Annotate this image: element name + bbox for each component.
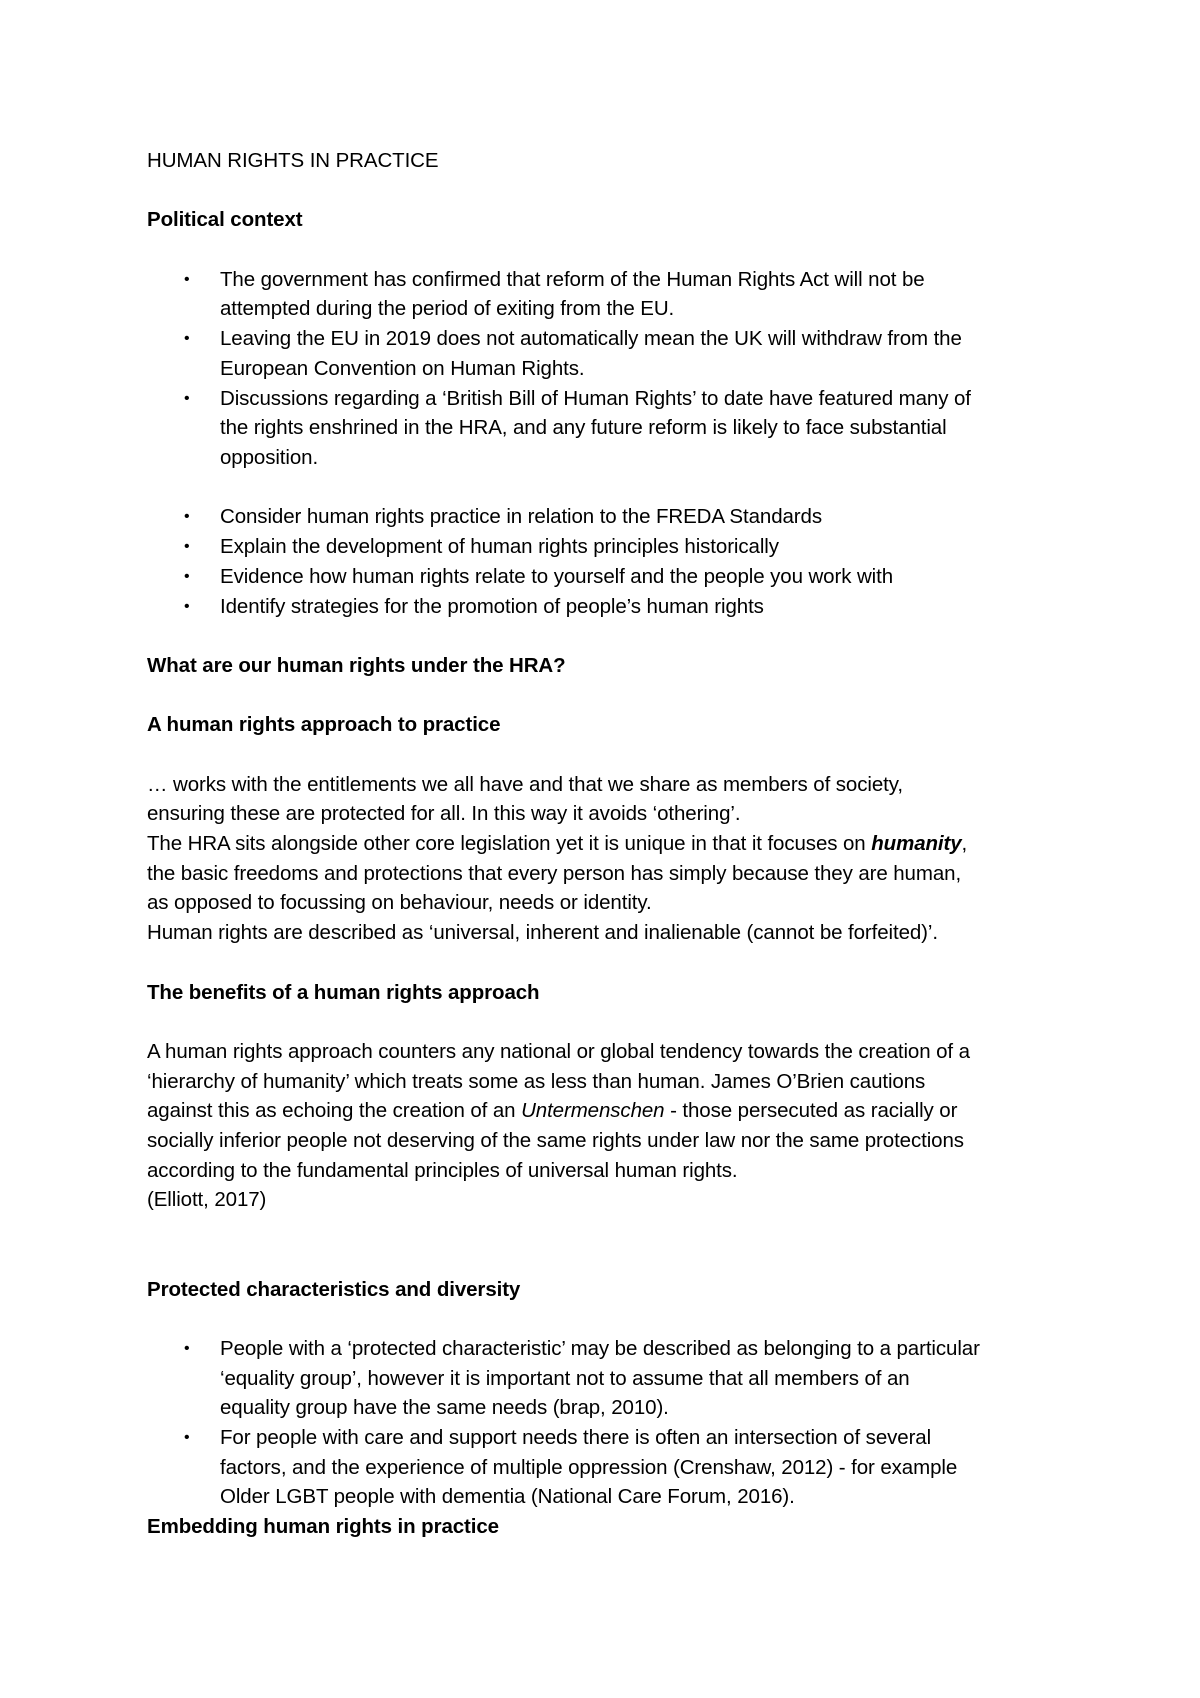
bullet-icon: • bbox=[184, 1339, 190, 1357]
document-title: HUMAN RIGHTS IN PRACTICE bbox=[147, 149, 439, 172]
list-item: • Leaving the EU in 2019 does not automatically mean the UK will withdraw from the European Convention on Human Rights. bbox=[147, 324, 1077, 383]
section-heading-political-context: Political context bbox=[147, 208, 303, 232]
list-item: • Consider human rights practice in relation to the FREDA Standards bbox=[147, 502, 1077, 532]
bullet-icon: • bbox=[184, 538, 190, 556]
section-heading-hra: What are our human rights under the HRA? bbox=[147, 653, 566, 677]
political-context-list bbox=[147, 265, 1077, 473]
approach-paragraph: … works with the entitlements we all have and that we share as members of society, ensuring these are protected for all. In this way it avoids ‘othering’. The HRA sits alongside other core legislation yet it is unique in that it focuses on humanity, the basic freedoms and protections that every person has simply because they are human, as opposed to focussing on behaviour, needs or identity. Human rights are described as ‘universal, inherent and inalienable (cannot be forfeited)’. bbox=[147, 772, 968, 945]
citation: (Elliott, 2017) bbox=[147, 1188, 267, 1212]
list-item: • For people with care and support needs there is often an intersection of several factors, and the experience of multiple oppression (Crenshaw, 2012) - for example Older LGBT people with dementia (National Care Forum, 2016). bbox=[147, 1423, 1077, 1512]
bullet-icon: • bbox=[184, 597, 190, 615]
bullet-icon: • bbox=[184, 508, 190, 526]
objectives-list bbox=[147, 502, 1077, 621]
list-item: • People with a ‘protected characteristic’ may be described as belonging to a particular ‘equality group’, however it is important not to assume that all members of an equality group have the same needs (brap, 2010). bbox=[147, 1334, 1077, 1423]
section-heading-approach: A human rights approach to practice bbox=[147, 713, 501, 737]
list-item: • Identify strategies for the promotion of people’s human rights bbox=[147, 592, 1077, 622]
list-item: • Evidence how human rights relate to yourself and the people you work with bbox=[147, 562, 1077, 592]
document-body bbox=[147, 146, 1077, 1542]
bullet-icon: • bbox=[184, 389, 190, 407]
section-heading-benefits: The benefits of a human rights approach bbox=[147, 980, 540, 1004]
bullet-icon: • bbox=[184, 567, 190, 585]
section-heading-protected: Protected characteristics and diversity bbox=[147, 1277, 521, 1301]
list-item: • The government has confirmed that reform of the Human Rights Act will not be attempted during the period of exiting from the EU. bbox=[147, 265, 1077, 324]
list-item: • Discussions regarding a ‘British Bill of Human Rights’ to date have featured many of the rights enshrined in the HRA, and any future reform is likely to face substantial opposition. bbox=[147, 384, 1077, 473]
protected-list bbox=[147, 1334, 1077, 1512]
section-heading-embedding: Embedding human rights in practice bbox=[147, 1515, 499, 1539]
emphasis-humanity: humanity bbox=[871, 832, 962, 856]
bullet-icon: • bbox=[184, 330, 190, 348]
benefits-paragraph: A human rights approach counters any national or global tendency towards the creation of a ‘hierarchy of humanity’ which treats some as less than human. James O’Brien cautions against this as echoing the creation of an Untermenschen - those persecuted as racially or socially inferior people not deserving of the same rights under law nor the same protections according to the fundamental principles of universal human rights. (Elliott, 2017) bbox=[147, 1037, 1077, 1215]
bullet-icon: • bbox=[184, 1429, 190, 1447]
italic-term: Untermenschen bbox=[521, 1099, 665, 1123]
bullet-icon: • bbox=[184, 270, 190, 288]
list-item: • Explain the development of human rights principles historically bbox=[147, 532, 1077, 562]
